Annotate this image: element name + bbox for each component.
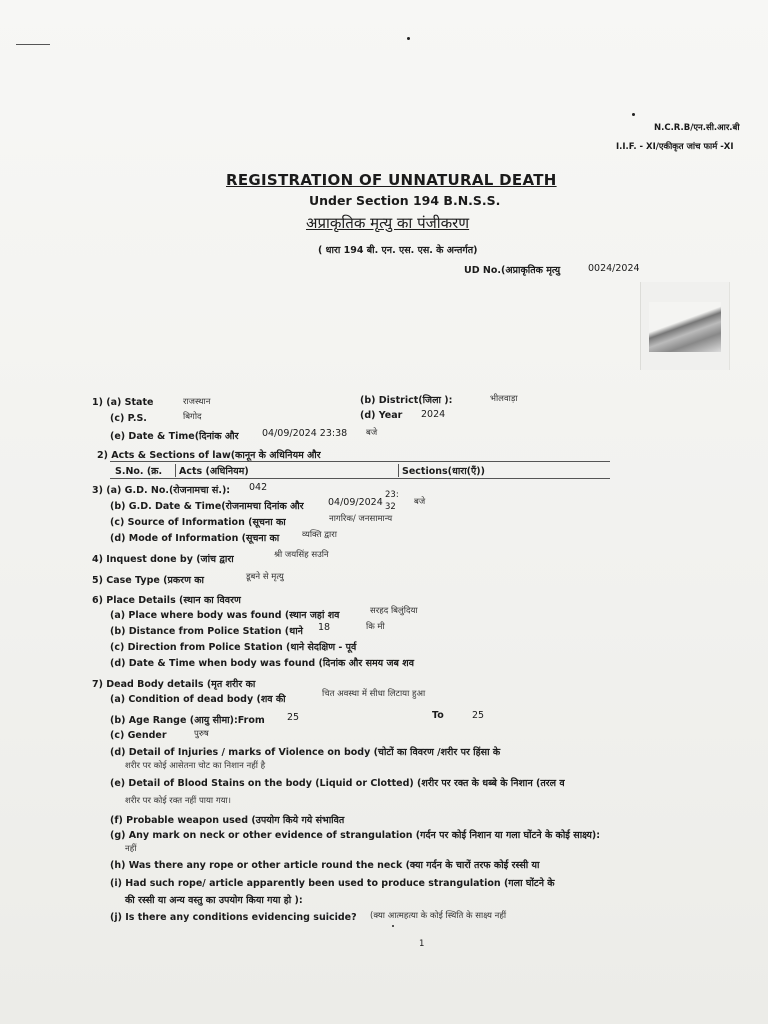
age-to-label: To — [432, 710, 444, 721]
injuries-value: शरीर पर कोई आसेतना चोट का निशान नहीं है — [125, 761, 266, 771]
gd-no-value: 042 — [249, 482, 268, 493]
suicide-evidence-hindi: (क्या आत्महत्या के कोई स्थिति के साक्ष्य नहीं — [370, 911, 507, 921]
hindi-subtitle: ( धारा 194 बी. एन. एस. एस. के अन्तर्गत) — [318, 245, 478, 256]
gd-time-hours: 23: — [385, 490, 399, 500]
scan-speck — [407, 37, 410, 40]
weapon-label: (f) Probable weapon used (उपयोग किये गये संभावित — [110, 815, 345, 826]
rope-label: (h) Was there any rope or other article round the neck (क्या गर्दन के चारों तरफ कोई रस्सी या — [110, 860, 540, 871]
scan-mark — [16, 44, 50, 45]
distance-value: 18 — [318, 622, 331, 633]
district-label: (b) District(जिला ): — [360, 395, 453, 406]
deceased-photo — [640, 282, 730, 370]
direction-label: (c) Direction from Police Station (थाने सेदक्षिण - पूर्व — [110, 642, 357, 653]
injuries-label: (d) Detail of Injuries / marks of Violence on body (चोटों का विवरण /शरीर पर हिंसा के — [110, 747, 501, 758]
ud-number-label: UD No.(अप्राकृतिक मृत्यु — [464, 265, 561, 276]
distance-label: (b) Distance from Police Station (थाने — [110, 626, 303, 637]
age-to-value: 25 — [472, 710, 485, 721]
page-number: 1 — [419, 939, 425, 949]
district-value: भीलवाड़ा — [490, 394, 518, 404]
acts-sections-label: 2) Acts & Sections of law(कानून के अधिनियम और — [97, 450, 321, 461]
hindi-title: अप्राकृतिक मृत्यु का पंजीकरण — [306, 214, 470, 232]
ncrb-code: N.C.R.B/एन.सी.आर.बी — [654, 123, 740, 133]
inquest-value: श्री जयसिंह सउनि — [274, 550, 329, 560]
found-datetime-label: (d) Date & Time when body was found (दिनांक और समय जब शव — [110, 658, 415, 669]
inquest-label: 4) Inquest done by (जांच द्वारा — [92, 554, 234, 565]
datetime-suffix: बजे — [366, 428, 378, 438]
col-sections: Sections(धारा(एँ)) — [398, 464, 485, 477]
gender-label: (c) Gender — [110, 730, 167, 741]
ud-number-value: 0024/2024 — [588, 263, 640, 274]
datetime-label: (e) Date & Time(दिनांक और — [110, 431, 239, 442]
blood-stains-label: (e) Detail of Blood Stains on the body (Liquid or Clotted) (शरीर पर रक्त के धब्बे के निशान (तरल व — [110, 778, 565, 789]
mode-label: (d) Mode of Information (सूचना का — [110, 533, 280, 544]
strangulation-value: नहीं — [125, 844, 137, 854]
ps-value: बिगोद — [183, 412, 202, 422]
acts-table-header — [110, 461, 610, 479]
case-type-value: डूबने से मृत्यु — [246, 572, 284, 582]
rope-used-value: की रस्सी या अन्य वस्तु का उपयोग किया गया हो ): — [125, 895, 303, 906]
age-range-label: (b) Age Range (आयु सीमा):From — [110, 715, 265, 726]
body-condition-value: चित अवस्था में सीधा लिटाया हुआ — [322, 689, 426, 699]
gd-datetime-value: 04/09/2024 — [328, 497, 383, 508]
source-label: (c) Source of Information (सूचना का — [110, 517, 286, 528]
photo-image — [649, 302, 721, 352]
case-type-label: 5) Case Type (प्रकरण का — [92, 575, 205, 586]
place-details-label: 6) Place Details (स्थान का विवरण — [92, 595, 241, 606]
rope-used-label: (i) Had such rope/ article apparently been used to produce strangulation (गला घोंटने के — [110, 878, 555, 889]
state-label: 1) (a) State — [92, 397, 154, 408]
iif-code: I.I.F. - XI/एकीकृत जांच फार्म -XI — [616, 142, 734, 152]
body-found-place-label: (a) Place where body was found (स्थान जहां शव — [110, 610, 340, 621]
gd-datetime-suffix: बजे — [414, 497, 426, 507]
strangulation-label: (g) Any mark on neck or other evidence of strangulation (गर्दन पर कोई निशान या गला घोंटने के कोई साक्ष्य): — [110, 830, 601, 841]
year-value: 2024 — [421, 409, 446, 420]
gd-time-minutes: 32 — [385, 502, 396, 512]
gd-no-label: 3) (a) G.D. No.(रोजनामचा सं.): — [92, 485, 231, 496]
dead-body-details-label: 7) Dead Body details (मृत शरीर का — [92, 679, 256, 690]
age-from-value: 25 — [287, 712, 300, 723]
datetime-value: 04/09/2024 23:38 — [262, 428, 348, 439]
year-label: (d) Year — [360, 410, 403, 421]
body-found-place-value: सरहद बिलुंदिया — [370, 606, 418, 616]
distance-unit: कि मी — [366, 622, 385, 632]
col-sno: S.No. (क्र. — [115, 466, 163, 477]
mode-value: व्यक्ति द्वारा — [302, 530, 337, 540]
ps-label: (c) P.S. — [110, 413, 147, 424]
source-value: नागरिक/ जनसामान्य — [329, 514, 393, 524]
page-title: REGISTRATION OF UNNATURAL DEATH — [226, 171, 557, 189]
state-value: राजस्थान — [183, 397, 211, 407]
scan-speck — [632, 113, 635, 116]
suicide-evidence-label: (j) Is there any conditions evidencing suicide? — [110, 912, 357, 923]
gd-datetime-label: (b) G.D. Date & Time(रोजनामचा दिनांक और — [110, 501, 304, 512]
gender-value: पुरुष — [194, 729, 209, 739]
page-subtitle: Under Section 194 B.N.S.S. — [309, 193, 501, 208]
col-acts: Acts (अधिनियम) — [175, 464, 249, 477]
scan-speck — [392, 925, 394, 927]
blood-stains-value: शरीर पर कोई रक्त नहीं पाया गया। — [125, 796, 231, 806]
body-condition-label: (a) Condition of dead body (शव की — [110, 694, 286, 705]
